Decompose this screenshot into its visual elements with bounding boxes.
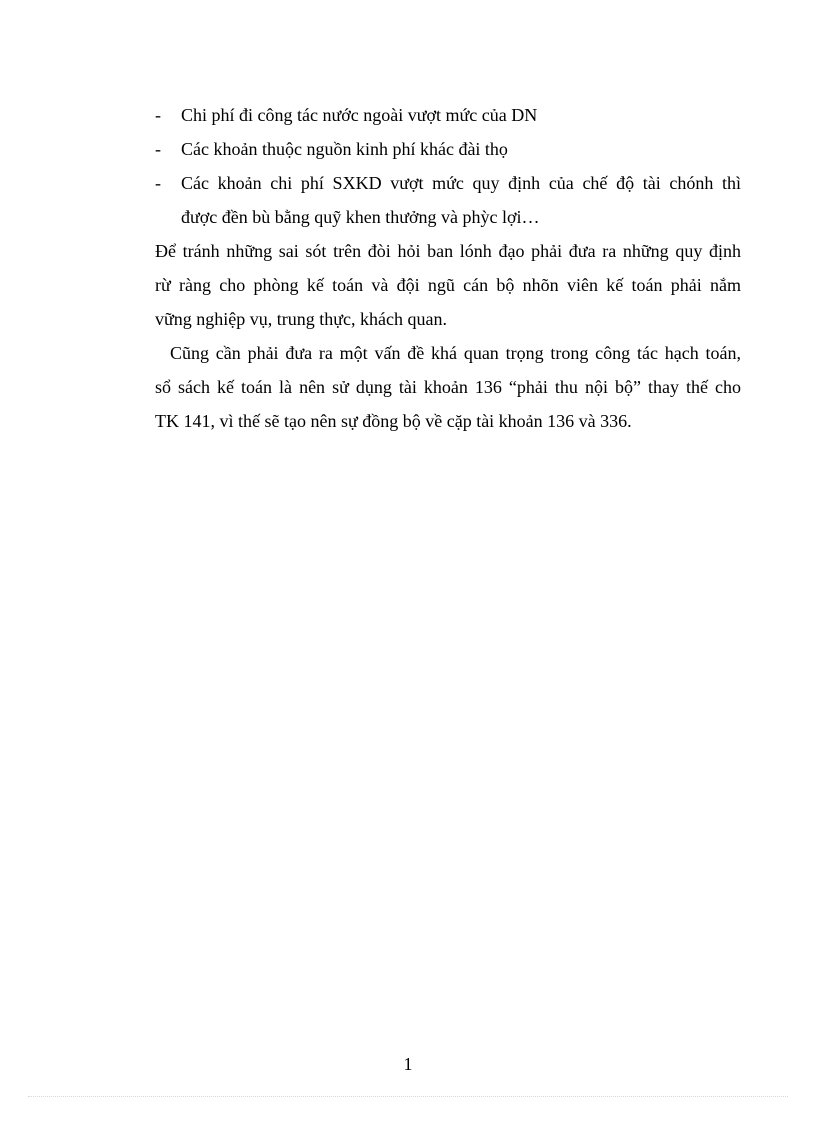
text-line: Để tránh những sai sót trên đòi hỏi ban lónh đạo phải đưa ra những quy định (155, 241, 741, 261)
bullet-item (155, 166, 741, 234)
text-line: rừ ràng cho phòng kế toán và đội ngũ cán bộ nhõn viên kế toán phải nắm (155, 275, 741, 295)
text-line: sổ sách kế toán là nên sử dụng tài khoản 136 “phải thu nội bộ” thay thế cho (155, 377, 741, 397)
text-line: vững nghiệp vụ, trung thực, khách quan. (155, 309, 447, 329)
bullet-item (155, 132, 741, 166)
bullet-dash: - (155, 139, 161, 159)
text-line: được đền bù bằng quỹ khen thưởng và phỳc lợi… (181, 207, 540, 227)
text-line: Các khoản chi phí SXKD vượt mức quy định của chế độ tài chónh thì (181, 173, 741, 193)
bullet-text (181, 98, 741, 132)
text-line: Các khoản thuộc nguồn kinh phí khác đài thọ (181, 139, 508, 159)
bullet-text (181, 166, 741, 234)
page-number: 1 (403, 1054, 413, 1074)
bullet-dash: - (155, 173, 161, 193)
text-line: Cũng cần phải đưa ra một vấn đề khá quan trọng trong công tác hạch toán, (170, 343, 741, 363)
bullet-item (155, 98, 741, 132)
bullet-dash: - (155, 105, 161, 125)
page-content (155, 98, 741, 438)
footer-divider (28, 1096, 788, 1097)
text-line: Chi phí đi công tác nước ngoài vượt mức của DN (181, 105, 538, 125)
paragraph-1 (155, 234, 741, 336)
text-line: TK 141, vì thế sẽ tạo nên sự đồng bộ về cặp tài khoản 136 và 336. (155, 411, 632, 431)
bullet-text (181, 132, 741, 166)
paragraph-2 (155, 336, 741, 438)
